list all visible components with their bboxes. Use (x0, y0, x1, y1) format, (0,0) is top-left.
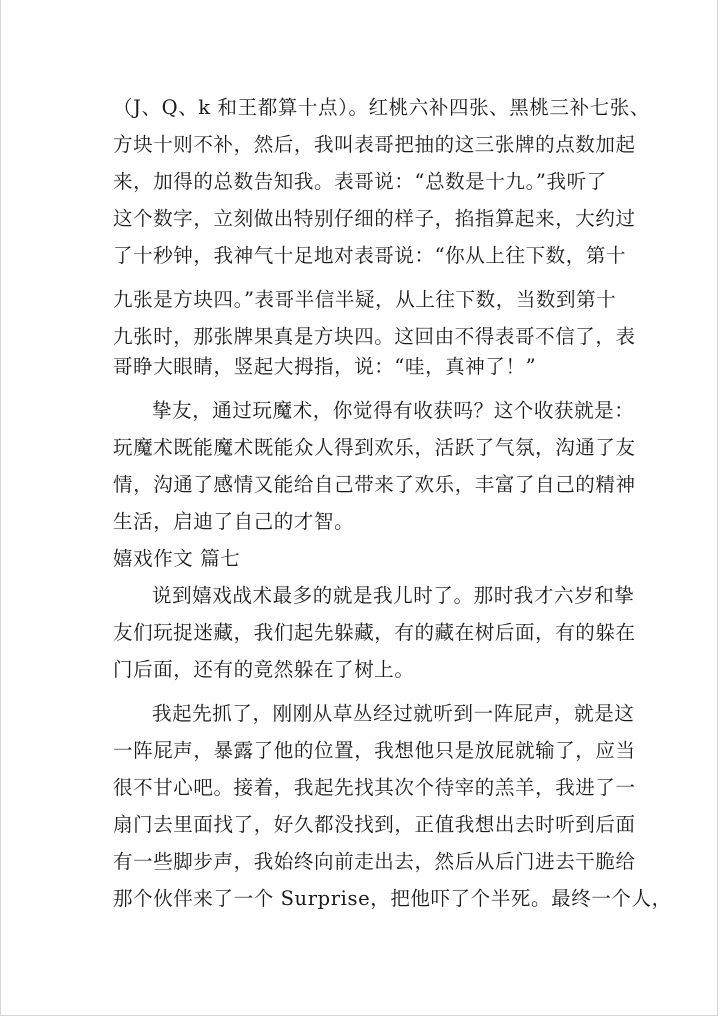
paragraph-line-11: 扇门去里面找了，好久都没找到，正值我想出去时听到后面 (113, 813, 636, 836)
text-line-4: 这个数字，立刻做出特别仔细的样子，掐指算起来，大约过 (113, 207, 636, 230)
text-line-1: （J、Q、k 和王都算十点）。红桃六补四张、黑桃三补七张、 (113, 96, 650, 119)
paragraph-line-9: 一阵屁声，暴露了他的位置，我想他只是放屁就输了，应当 (113, 739, 636, 762)
text-line-7: 九张时，那张牌果真是方块四。这回由不得表哥不信了，表 (113, 325, 636, 348)
text-line-5: 了十秒钟，我神气十足地对表哥说：“你从上往下数，第十 (113, 244, 627, 267)
paragraph-line-12: 有一些脚步声，我始终向前走出去，然后从后门进去干脆给 (113, 850, 636, 873)
paragraph-line-8: 我起先抓了，刚刚从草丛经过就听到一阵屁声，就是这 (152, 702, 635, 725)
paragraph-line-2: 玩魔术既能魔术既能众人得到欢乐，活跃了气氛，沟通了友 (113, 436, 636, 459)
text-line-6: 九张是方块四。”表哥半信半疑，从上往下数，当数到第十 (113, 288, 617, 311)
paragraph-line-1: 挚友，通过玩魔术，你觉得有收获吗？这个收获就是： (152, 399, 635, 422)
paragraph-line-13: 那个伙伴来了一个 Surprise，把他吓了个半死。最终一个人， (113, 887, 672, 910)
text-line-3: 来，加得的总数告知我。表哥说：“总数是十九。”我听了 (113, 170, 607, 193)
text-line-2: 方块十则不补，然后，我叫表哥把抽的这三张牌的点数加起 (113, 133, 636, 156)
section-heading: 嬉戏作文 篇七 (113, 547, 241, 570)
paragraph-line-10: 很不甘心吧。接着，我起先找其次个待宰的羔羊，我进了一 (113, 776, 636, 799)
paragraph-line-6: 友们玩捉迷藏，我们起先躲藏，有的藏在树后面，有的躲在 (113, 621, 636, 644)
paragraph-line-5: 说到嬉戏战术最多的就是我儿时了。那时我才六岁和挚 (152, 584, 635, 607)
paragraph-line-7: 门后面，还有的竟然躲在了树上。 (113, 658, 415, 681)
paragraph-line-4: 生活，启迪了自己的才智。 (113, 510, 355, 533)
paragraph-line-3: 情，沟通了感情又能给自己带来了欢乐，丰富了自己的精神 (113, 473, 636, 496)
text-line-8: 哥睁大眼睛，竖起大拇指，说：“哇，真神了！” (113, 355, 537, 378)
